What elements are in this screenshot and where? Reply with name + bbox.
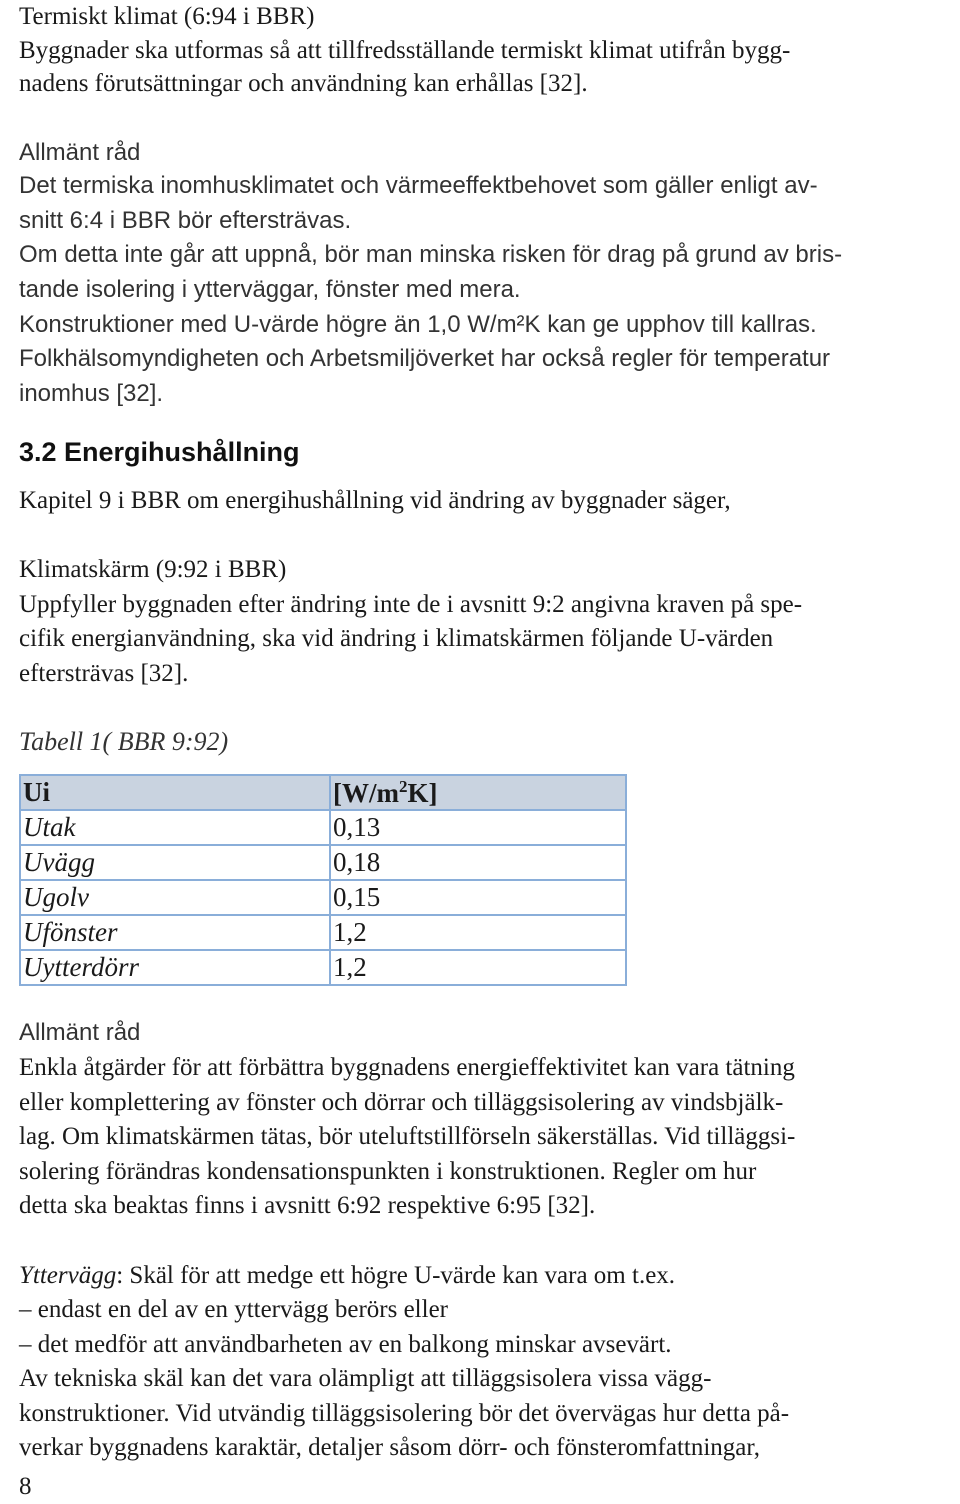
unit-suffix: K]: [407, 777, 438, 808]
text-line: eller komplettering av fönster och dörrar och tilläggsisolering av vindsbjälk-: [19, 1089, 784, 1116]
text-line: verkar byggnadens karaktär, detaljer såsom dörr- och fönsteromfattningar,: [19, 1434, 760, 1461]
table-header-cell: [330, 775, 626, 810]
wall-term: Yttervägg: [19, 1262, 117, 1289]
text-line: konstruktioner. Vid utvändig tilläggsisolering bör det övervägas hur detta på-: [19, 1400, 790, 1427]
table-caption: Tabell 1( BBR 9:92): [19, 727, 229, 756]
advice-line: snitt 6:4 i BBR bör eftersträvas.: [19, 207, 352, 234]
text-line: Uppfyller byggnaden efter ändring inte de i avsnitt 9:2 angivna kraven på spe-: [19, 591, 803, 618]
table-cell-value: 0,18: [330, 845, 626, 880]
advice-line: Om detta inte går att uppnå, bör man minska risken för drag på grund av bris-: [19, 241, 843, 268]
advice-line: Det termiska inomhusklimatet och värmeeffektbehovet som gäller enligt av-: [19, 172, 818, 199]
table-row: [20, 950, 626, 985]
text-line: Av tekniska skäl kan det vara olämpligt att tilläggsisolera vissa vägg-: [19, 1365, 712, 1392]
table-row: [20, 915, 626, 950]
table-row: [20, 845, 626, 880]
text-line: nadens förutsättningar och användning kan erhållas [32].: [19, 70, 588, 97]
advice-line: Konstruktioner med U-värde högre än 1,0 W/m²K kan ge upphov till kallras.: [19, 311, 817, 338]
page-number: 8: [19, 1473, 32, 1500]
table-row: [20, 810, 626, 845]
text-line: detta ska beaktas finns i avsnitt 6:92 respektive 6:95 [32].: [19, 1192, 596, 1219]
text-line: lag. Om klimatskärmen tätas, bör uteluftstillförseln säkerställas. Vid tilläggsi-: [19, 1123, 796, 1150]
text-line: Enkla åtgärder för att förbättra byggnadens energieffektivitet kan vara tätning: [19, 1054, 795, 1081]
text-line: solering förändras kondensationspunkten i konstruktionen. Regler om hur: [19, 1158, 757, 1185]
wall-paragraph-start: [19, 1259, 675, 1293]
text-line: eftersträvas [32].: [19, 660, 189, 687]
unit-prefix: [W/m: [333, 777, 399, 808]
advice-heading: Allmänt råd: [19, 139, 141, 166]
wall-rest: : Skäl för att medge ett högre U-värde kan vara om t.ex.: [116, 1262, 676, 1289]
table-header-row: [20, 775, 626, 810]
advice-line: tande isolering i ytterväggar, fönster med mera.: [19, 276, 521, 303]
table-cell-label: Utak: [20, 810, 330, 845]
table-cell-label: Ugolv: [20, 880, 330, 915]
advice-line: Folkhälsomyndigheten och Arbetsmiljöverket har också regler för temperatur: [19, 345, 831, 372]
advice-line: inomhus [32].: [19, 380, 164, 407]
u-value-table: [19, 774, 627, 986]
table-cell-value: 0,15: [330, 880, 626, 915]
table-header-cell: Ui: [20, 775, 330, 810]
table-cell-value: 0,13: [330, 810, 626, 845]
text-line: cifik energianvändning, ska vid ändring i klimatskärmen följande U-värden: [19, 625, 774, 652]
bullet-line: – endast en del av en yttervägg berörs eller: [19, 1296, 448, 1323]
table-row: [20, 880, 626, 915]
intro-text: Kapitel 9 i BBR om energihushållning vid ändring av byggnader säger,: [19, 487, 731, 514]
table-cell-value: 1,2: [330, 950, 626, 985]
bullet-line: – det medför att användbarheten av en balkong minskar avsevärt.: [19, 1331, 672, 1358]
table-cell-label: Uytterdörr: [20, 950, 330, 985]
section-heading: 3.2 Energihushållning: [19, 437, 300, 467]
table-cell-label: Uvägg: [20, 845, 330, 880]
table-cell-value: 1,2: [330, 915, 626, 950]
advice-heading: Allmänt råd: [19, 1019, 141, 1046]
table-cell-label: Ufönster: [20, 915, 330, 950]
unit-superscript: 2: [398, 776, 408, 796]
section-title: Termiskt klimat (6:94 i BBR): [19, 3, 315, 30]
text-line: Byggnader ska utformas så att tillfredsställande termiskt klimat utifrån bygg-: [19, 37, 791, 64]
climate-title: Klimatskärm (9:92 i BBR): [19, 556, 287, 583]
